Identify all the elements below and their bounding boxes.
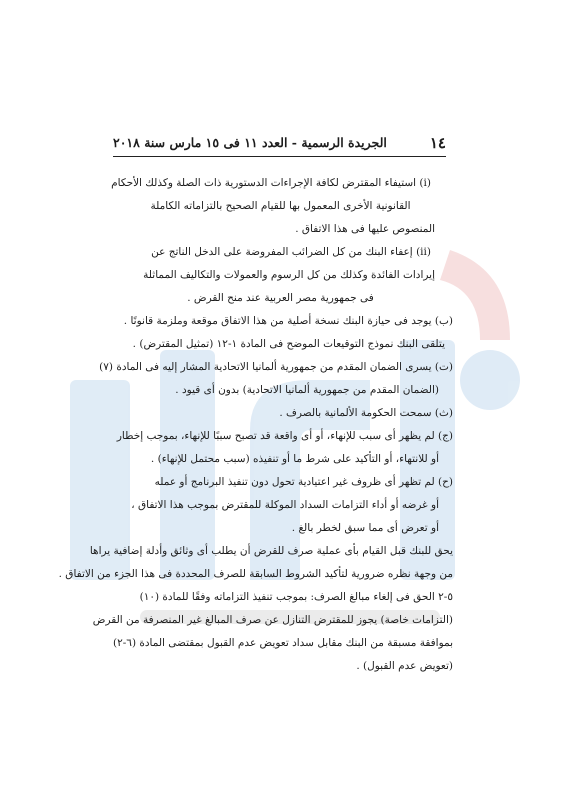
text-line: يتلقى البنك نموذج التوقيعات الموضح فى المادة ١-١٢ (تمثيل المقترض) . — [132, 338, 445, 350]
page-header — [113, 128, 446, 157]
text-line: (ii) إعفاء البنك من كل الضرائب المفروضة على الدخل الناتج عن — [151, 246, 431, 258]
text-line: أو غرضه أو أداء التزامات السداد الموكلة للمقترض بموجب هذا الاتفاق ، — [131, 499, 439, 511]
text-line: بموافقة مسبقة من البنك مقابل سداد تعويض عدم القبول بمقتضى المادة (٦-٢) — [112, 637, 453, 649]
header-title: الجريدة الرسمية - العدد ١١ فى ١٥ مارس سنة ٢٠١٨ — [113, 135, 387, 150]
text-line: فى جمهورية مصر العربية عند منح القرض . — [187, 292, 374, 304]
text-line: إيرادات الفائدة وكذلك من كل الرسوم والعمولات والتكاليف المماثلة — [143, 269, 435, 281]
text-line: المنصوص عليها فى هذا الاتفاق . — [295, 223, 435, 235]
text-line: (ب) يوجد فى حيازة البنك نسخة أصلية من هذا الاتفاق موقعة وملزمة قانونًا . — [123, 315, 453, 327]
document-body — [58, 172, 453, 678]
text-line: (ح) لم تظهر أى ظروف غير اعتيادية تحول دون تنفيذ البرنامج أو عمله — [154, 476, 453, 488]
text-line: أو للانتهاء، أو التأكيد على شرط ما أو تنفيذه (سبب محتمل للإنهاء) . — [150, 453, 439, 465]
text-line: (i) استيفاء المقترض لكافة الإجراءات الدستورية ذات الصلة وكذلك الأحكام — [111, 177, 431, 189]
text-line: (الضمان المقدم من جمهورية ألمانيا الاتحادية) بدون أى قيود . — [175, 384, 439, 396]
text-line: أو تعرض أى مما سبق لخطر بالغ . — [291, 522, 439, 534]
text-line: (ت) يسرى الضمان المقدم من جمهورية ألمانيا الاتحادية المشار إليه فى المادة (٧) — [99, 361, 453, 373]
text-line: يحق للبنك قبل القيام بأى عملية صرف للقرض أن يطلب أى وثائق وأدلة إضافية يراها — [89, 545, 453, 557]
text-line: القانونية الأخرى المعمول بها للقيام الصحيح بالتزاماته الكاملة — [150, 200, 411, 212]
text-line: (ث) سمحت الحكومة الألمانية بالصرف . — [279, 407, 453, 419]
text-line: ٥-٢ الحق فى إلغاء مبالغ الصرف: بموجب تنفيذ التزاماته وفقًا للمادة (١٠) — [139, 591, 453, 603]
page-number: ١٤ — [429, 134, 446, 152]
text-line: من وجهة نظره ضرورية لتأكيد الشروط السابقة للصرف المحددة فى هذا الجزء من الاتفاق . — [58, 568, 453, 580]
text-line: (تعويض عدم القبول) . — [356, 660, 453, 672]
text-line: (التزامات خاصة) يجوز للمقترض التنازل عن صرف المبالغ غير المنصرفة من القرض — [92, 614, 453, 626]
text-line: (ج) لم يظهر أى سبب للإنهاء، أو أى واقعة قد تصبح سببًا للإنهاء، بموجب إخطار — [116, 430, 453, 442]
